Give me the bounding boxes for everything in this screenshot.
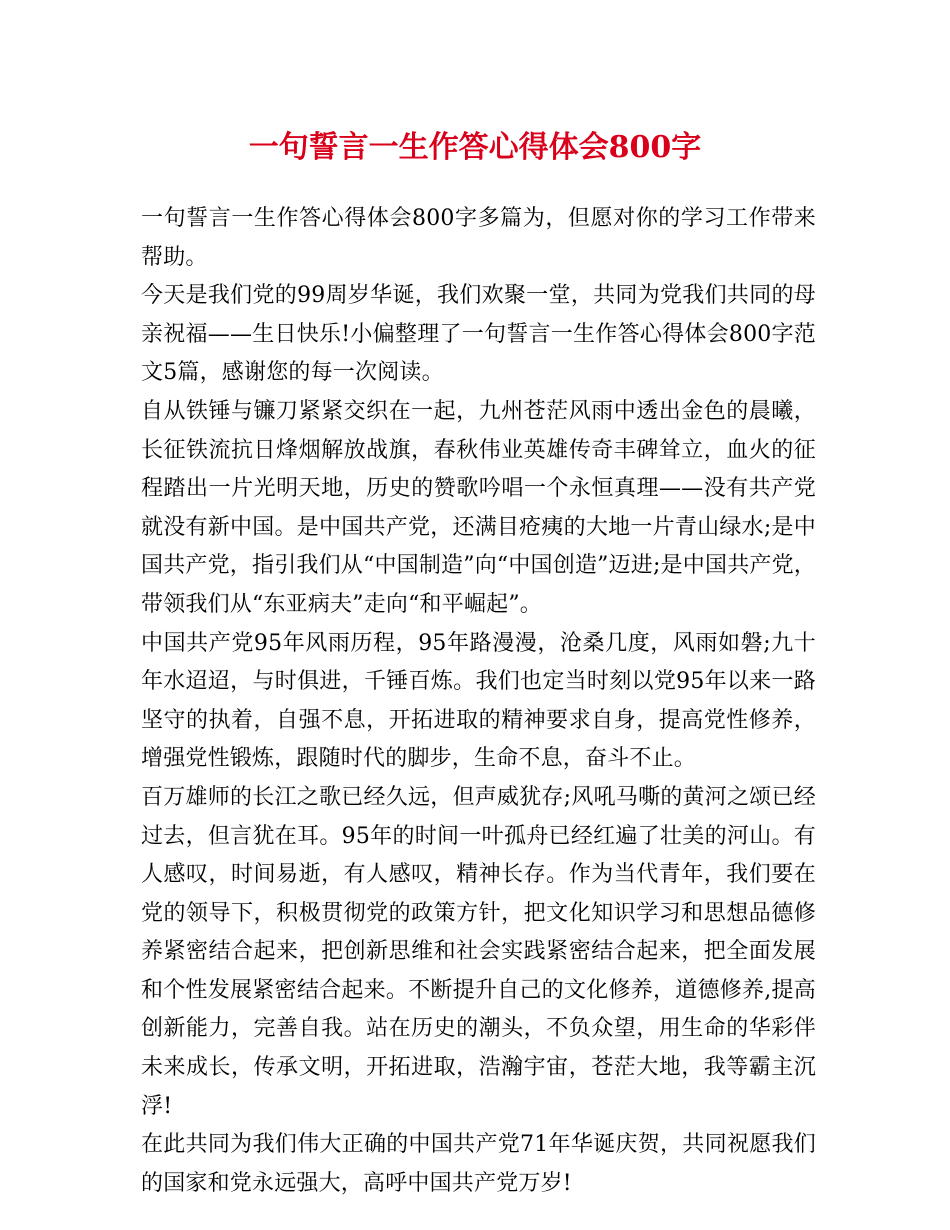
paragraph-journey: 中国共产党95年风雨历程，95年路漫漫，沧桑几度，风雨如磐;九十年水迢迢，与时俱进，千锤百炼。我们也定当时刻以党95年以来一路坚守的执着，自强不息，开拓进取的精神要求自身，提高党性修养，增强党性锻炼，跟随时代的脚步，生命不息，奋斗不止。	[141, 630, 816, 772]
document-body	[141, 200, 816, 1203]
paragraph-closing: 在此共同为我们伟大正确的中国共产党71年华诞庆贺，共同祝愿我们的国家和党永远强大，高呼中国共产党万岁!	[141, 1132, 816, 1196]
paragraph-history: 自从铁锤与镰刀紧紧交织在一起，九州苍茫风雨中透出金色的晨曦，长征铁流抗日烽烟解放战旗，春秋伟业英雄传奇丰碑耸立，血火的征程踏出一片光明天地，历史的赞歌吟唱一个永恒真理——没有共产党就没有新中国。是中国共产党，还满目疮痍的大地一片青山绿水;是中国共产党，指引我们从“中国制造”向“中国创造”迈进;是中国共产党，带领我们从“东亚病夫”走向“和平崛起”。	[141, 398, 817, 617]
paragraph-greeting: 今天是我们党的99周岁华诞，我们欢聚一堂，共同为党我们共同的母亲祝福——生日快乐!小偏整理了一句誓言一生作答心得体会800字范文5篇，感谢您的每一次阅读。	[141, 283, 816, 386]
document-title: 一句誓言一生作答心得体会800字	[248, 130, 702, 165]
paragraph-intro: 一句誓言一生作答心得体会800字多篇为，但愿对你的学习工作带来帮助。	[141, 206, 816, 270]
paragraph-youth: 百万雄师的长江之歌已经久远，但声威犹存;风吼马嘶的黄河之颂已经过去，但言犹在耳。95年的时间一叶孤舟已经红遍了壮美的河山。有人感叹，时间易逝，有人感叹，精神长存。作为当代青年，我们要在党的领导下，积极贯彻党的政策方针，把文化知识学习和思想品德修养紧密结合起来，把创新思维和社会实践紧密结合起来，把全面发展和个性发展紧密结合起来。不断提升自己的文化修养，道德修养,提高创新能力，完善自我。站在历史的潮头，不负众望，用生命的华彩伴未来成长，传承文明，开拓进取，浩瀚宇宙，苍茫大地，我等霸主沉浮!	[141, 784, 816, 1119]
